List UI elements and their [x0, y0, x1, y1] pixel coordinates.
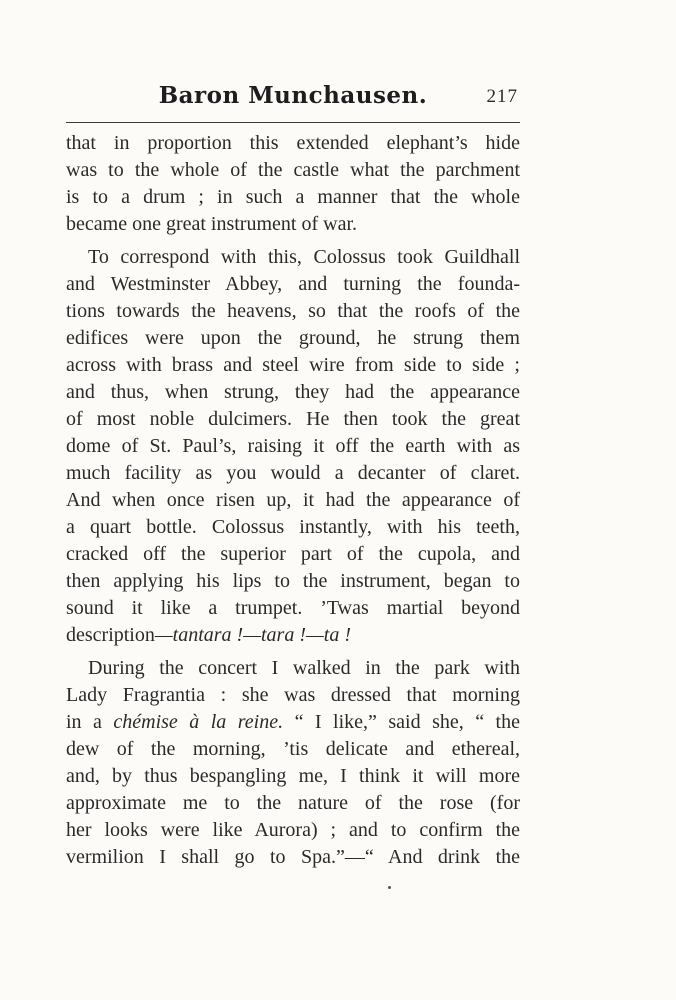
running-head	[66, 78, 520, 118]
text-italic: —tantara !—tara !—ta !	[154, 624, 351, 646]
running-title: Baron Munchausen.	[158, 82, 428, 109]
page-number: 217	[486, 86, 518, 107]
text-italic: chémise à la reine.	[113, 711, 284, 733]
body-text	[66, 130, 520, 871]
paragraph	[66, 655, 520, 871]
text-line	[66, 622, 520, 649]
paragraph	[66, 244, 520, 649]
text-line: sound it like a trumpet. ’Twas martial beyond	[66, 597, 520, 619]
text-line: and Westminster Abbey, and turning the founda-	[66, 273, 520, 295]
text-line: that in proportion this extended elephant’s hide	[66, 132, 520, 154]
text-plain: in a	[66, 711, 114, 733]
text-line	[66, 709, 520, 736]
text-line: is to a drum ; in such a manner that the whole	[66, 186, 520, 208]
text-line: cracked off the superior part of the cupola, and	[66, 543, 520, 565]
text-line: and thus, when strung, they had the appearance	[66, 381, 520, 403]
text-line: Lady Fragrantia : she was dressed that morning	[66, 684, 520, 706]
header-rule	[66, 122, 520, 123]
text-line: was to the whole of the castle what the parchment	[66, 159, 520, 181]
text-line: her looks were like Aurora) ; and to confirm the	[66, 819, 520, 841]
text-line: vermilion I shall go to Spa.”—“ And drink the	[66, 846, 520, 868]
text-line: across with brass and steel wire from side to side ;	[66, 354, 520, 376]
text-plain: description	[66, 624, 155, 646]
text-line: became one great instrument of war.	[66, 213, 357, 235]
text-plain: “ I like,” said she, “ the	[283, 711, 520, 733]
text-line: During the concert I walked in the park with	[88, 657, 520, 679]
print-speck	[388, 886, 391, 889]
text-line: dome of St. Paul’s, raising it off the earth with as	[66, 435, 520, 457]
text-line: and, by thus bespangling me, I think it will more	[66, 765, 520, 787]
text-line: dew of the morning, ’tis delicate and ethereal,	[66, 738, 520, 760]
text-line: of most noble dulcimers. He then took the great	[66, 408, 520, 430]
text-line: To correspond with this, Colossus took Guildhall	[88, 246, 520, 268]
text-line: then applying his lips to the instrument, began to	[66, 570, 520, 592]
text-line: approximate me to the nature of the rose (for	[66, 792, 520, 814]
text-line: much facility as you would a decanter of claret.	[66, 462, 520, 484]
paragraph	[66, 130, 520, 238]
text-line: tions towards the heavens, so that the roofs of the	[66, 300, 520, 322]
text-line: And when once risen up, it had the appearance of	[66, 489, 520, 511]
text-line: edifices were upon the ground, he strung them	[66, 327, 520, 349]
text-line: a quart bottle. Colossus instantly, with his teeth,	[66, 516, 520, 538]
